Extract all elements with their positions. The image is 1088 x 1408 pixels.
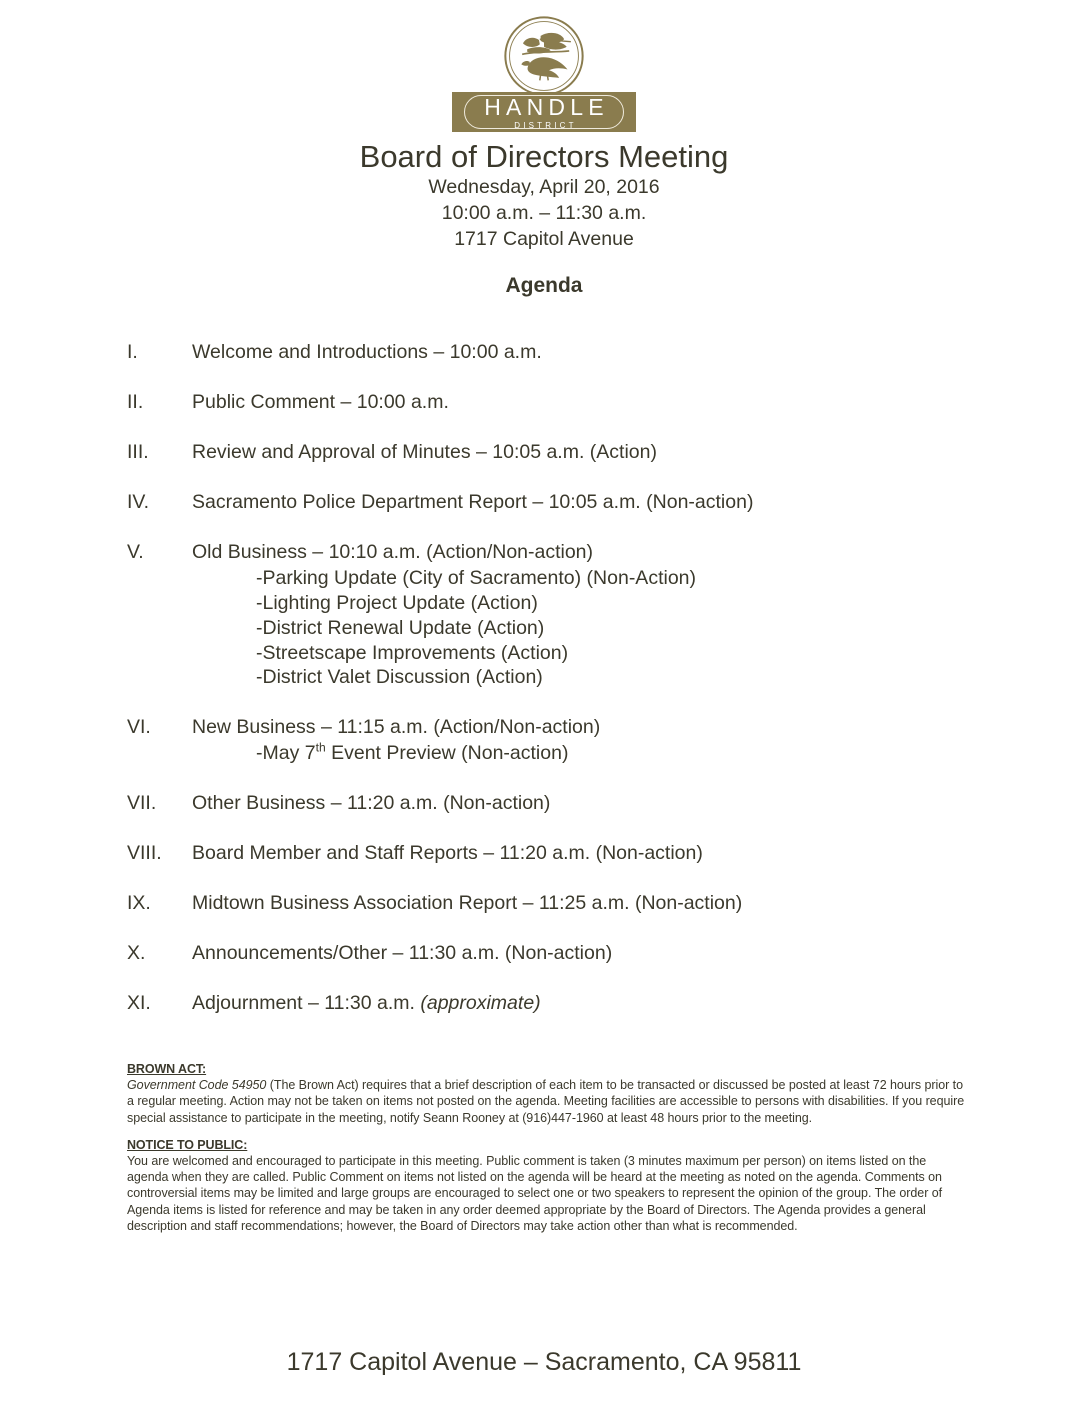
agenda-text: Old Business – 10:10 a.m. (Action/Non-action)	[192, 541, 594, 564]
agenda-text: Welcome and Introductions – 10:00 a.m.	[192, 341, 542, 364]
footer-address: 1717 Capitol Avenue – Sacramento, CA 95811	[286, 1348, 802, 1376]
agenda-numeral: IV.	[127, 491, 150, 514]
agenda-text: Midtown Business Association Report – 11:25 a.m. (Non-action)	[192, 891, 743, 914]
agenda-item-x	[127, 941, 1028, 966]
agenda-item-ii	[127, 390, 1028, 415]
agenda-item-iv	[127, 490, 1028, 515]
agenda-item-v	[127, 540, 1028, 690]
agenda-list	[0, 340, 1088, 1015]
meeting-address: 1717 Capitol Avenue	[454, 227, 634, 250]
organization-logo	[0, 0, 1088, 132]
agenda-section-heading: Agenda	[505, 274, 583, 298]
notice-to-public-note	[127, 1138, 968, 1234]
brown-act-note	[127, 1062, 968, 1126]
agenda-item-vii	[127, 791, 1028, 816]
wordmark-handle: HANDLE	[484, 93, 609, 120]
agenda-subitem: -District Valet Discussion (Action)	[256, 666, 543, 689]
bird-and-leaves-emblem-icon	[502, 14, 586, 98]
agenda-subitem	[256, 741, 1028, 766]
agenda-text: Sacramento Police Department Report – 10:05 a.m. (Non-action)	[192, 491, 754, 514]
agenda-numeral: VI.	[127, 716, 151, 738]
handle-district-wordmark-badge	[452, 92, 636, 132]
ordinal-suffix: th	[315, 740, 326, 755]
agenda-item-iii	[127, 440, 1028, 465]
agenda-item-i	[127, 340, 1028, 365]
agenda-item-vi	[127, 715, 1028, 766]
brown-act-heading: BROWN ACT:	[127, 1062, 207, 1076]
agenda-text	[192, 991, 1028, 1016]
agenda-text: Other Business – 11:20 a.m. (Non-action)	[192, 791, 551, 814]
agenda-text-italic: (approximate)	[420, 991, 541, 1014]
agenda-subitem: -District Renewal Update (Action)	[256, 616, 545, 639]
agenda-text: Review and Approval of Minutes – 10:05 a.m. (Action)	[192, 441, 657, 464]
agenda-item-ix	[127, 891, 1028, 916]
agenda-text-group	[192, 715, 1028, 766]
agenda-numeral: VIII.	[127, 841, 162, 864]
agenda-numeral: XI.	[127, 991, 151, 1014]
agenda-numeral: IX.	[127, 891, 151, 914]
wordmark-district: DISTRICT	[514, 120, 577, 130]
agenda-item-xi	[127, 991, 1028, 1016]
brown-act-citation: Government Code 54950	[127, 1078, 267, 1092]
legal-notes	[127, 1062, 968, 1246]
notice-to-public-body: You are welcomed and encouraged to participate in this meeting. Public comment is taken (3 minutes maximum per person) on items listed on the agenda when they are called. Public Comment on items not listed on the agenda will be heard at the meeting as noted on the agenda. Comments on controversial items may be limited and large groups are encouraged to select one or two speakers to represent the opinion of the group. The order of Agenda items is listed for reference and may be taken in any order deemed appropriate by the Board of Directors. The Agenda provides a general description and staff recommendations; however, the Board of Directors may take action other than what is recommended.	[127, 1153, 943, 1233]
agenda-sublist	[192, 566, 1028, 690]
agenda-numeral: III.	[127, 441, 149, 464]
agenda-text-group	[192, 540, 1028, 690]
page-title: Board of Directors Meeting	[359, 139, 729, 174]
brown-act-body	[127, 1077, 968, 1126]
agenda-subitem: -Streetscape Improvements (Action)	[256, 641, 569, 664]
agenda-numeral: I.	[127, 341, 138, 364]
agenda-sublist	[192, 741, 1028, 766]
meeting-time: 10:00 a.m. – 11:30 a.m.	[441, 201, 647, 224]
agenda-text-plain: Adjournment – 11:30 a.m.	[192, 991, 421, 1014]
agenda-text: Announcements/Other – 11:30 a.m. (Non-action)	[192, 941, 613, 964]
brown-act-text: (The Brown Act) requires that a brief description of each item to be transacted or discussed be posted at least 72 hours prior to a regular meeting. Action may not be taken on items not posted on the agenda. Meeting facilities are accessible to persons with disabilities. If you require special assistance to participate in the meeting, notify Seann Rooney at (916)447-1960 at least 48 hours prior to the meeting.	[127, 1078, 965, 1125]
agenda-text: New Business – 11:15 a.m. (Action/Non-action)	[192, 716, 601, 738]
agenda-numeral: V.	[127, 541, 144, 564]
agenda-numeral: X.	[127, 941, 146, 964]
agenda-item-viii	[127, 841, 1028, 866]
notice-to-public-heading: NOTICE TO PUBLIC:	[127, 1137, 248, 1152]
subitem-suffix: Event Preview (Non-action)	[325, 741, 569, 764]
agenda-numeral: VII.	[127, 791, 157, 814]
agenda-numeral: II.	[127, 391, 144, 414]
subitem-prefix: -May 7	[256, 741, 316, 764]
agenda-subitem: -Parking Update (City of Sacramento) (Non-Action)	[256, 567, 696, 590]
meeting-date: Wednesday, April 20, 2016	[428, 175, 660, 198]
agenda-text: Board Member and Staff Reports – 11:20 a.m. (Non-action)	[192, 841, 703, 864]
agenda-text: Public Comment – 10:00 a.m.	[192, 391, 449, 414]
agenda-subitem: -Lighting Project Update (Action)	[256, 592, 538, 614]
